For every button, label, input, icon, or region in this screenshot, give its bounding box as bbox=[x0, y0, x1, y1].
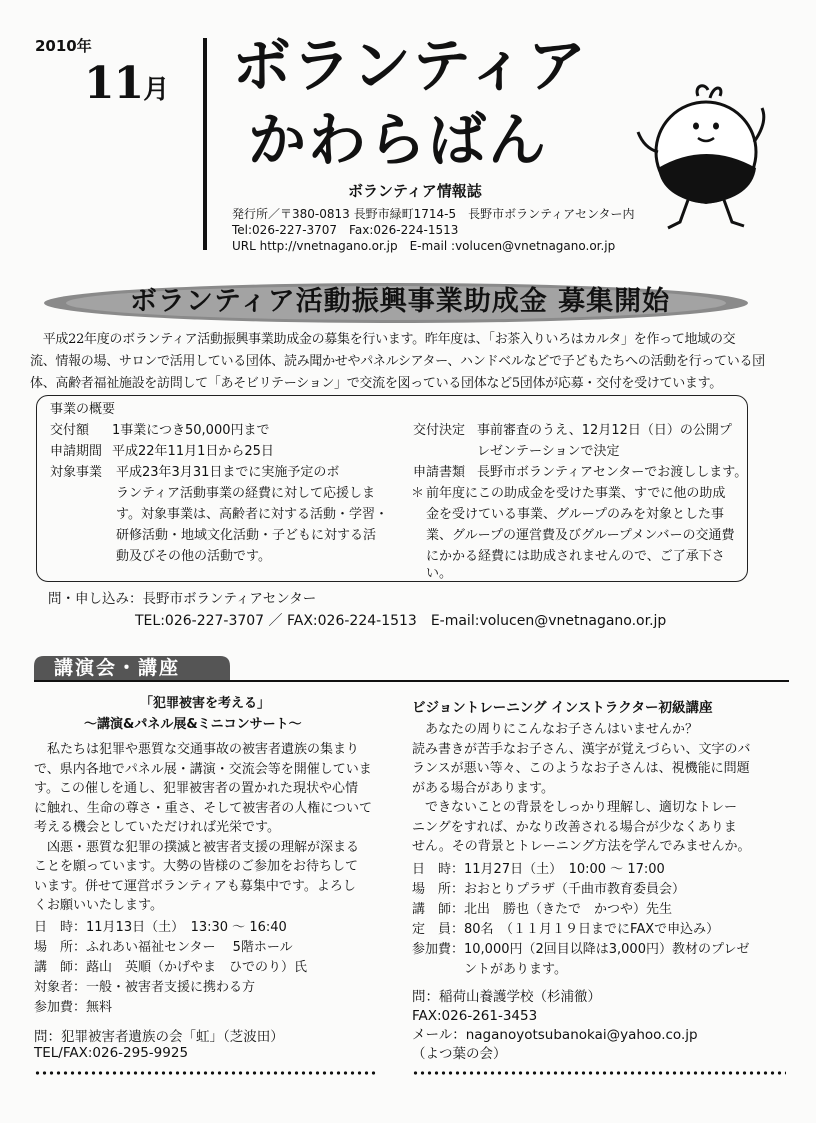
detail-line: 参加費：無料 bbox=[34, 1000, 113, 1015]
body-line: 考える機会としていただければ光栄です。 bbox=[34, 820, 280, 835]
summary-docs-label: 申請書類 bbox=[413, 465, 466, 480]
body-line: 私たちは犯罪や悪質な交通事故の被害者遺族の集まり bbox=[34, 742, 360, 757]
publisher-phone: Tel:026-227-3707 Fax:026-224-1513 bbox=[232, 223, 459, 237]
body-line: くお願いいたします。 bbox=[34, 898, 163, 913]
summary-target-line: 動及びその他の活動です。 bbox=[116, 549, 271, 564]
body-line: がある場合があります。 bbox=[412, 780, 554, 796]
body-line: す。この催しを通し、犯罪被害者の置かれた現状や心情 bbox=[34, 781, 358, 796]
right-event-details bbox=[412, 860, 749, 980]
summary-grant-label: 交付額 bbox=[50, 423, 90, 438]
summary-grant-value: 1事業につき50,000円まで bbox=[112, 423, 270, 438]
publisher-address: 発行所／〒380-0813 長野市緑町1714-5 長野市ボランティアセンター内 bbox=[232, 207, 635, 221]
body-line: で、県内各地でパネル展・講演・交流会等を開催していま bbox=[34, 761, 372, 777]
summary-decision-label: 交付決定 bbox=[413, 423, 466, 438]
banner-title: ボランティア活動振興事業助成金 募集開始 bbox=[129, 286, 671, 317]
summary-decision-line: 事前審査のうえ、12月12日（日）の公開プ bbox=[477, 423, 732, 438]
detail-line: 講 師：蕗山 英順（かげやま ひでのり）氏 bbox=[34, 960, 308, 975]
detail-line: ントがあります。 bbox=[412, 962, 567, 977]
summary-note-line: 金を受けている事業、グループのみを対象とした事 bbox=[426, 507, 724, 522]
body-line: ニングをすれば、かなり改善される場合が少なくありま bbox=[412, 819, 737, 835]
body-line: せん。その背景とトレーニング方法を学んでみませんか。 bbox=[412, 839, 751, 854]
issue-month bbox=[84, 58, 168, 109]
contact-line: メール：naganoyotsubanokai@yahoo.co.jp bbox=[412, 1027, 698, 1043]
detail-line: 日 時：11月27日（土） 10:00 ～ 17:00 bbox=[412, 862, 665, 877]
left-dotted-separator bbox=[34, 1070, 378, 1076]
summary-heading: 事業の概要 bbox=[50, 402, 116, 417]
summary-docs-value: 長野市ボランティアセンターでお渡しします。 bbox=[477, 465, 748, 480]
detail-line: 参加費：10,000円（2回目以降は3,000円）教材のプレゼ bbox=[412, 942, 750, 957]
left-event-details bbox=[34, 918, 307, 1018]
intro-line-1: 平成22年度のボランティア活動振興事業助成金の募集を行います。昨年度は、「お茶入りいろはカルタ」を作って地域の交 bbox=[30, 332, 736, 347]
contact-line-2: TEL:026-227-3707 ／ FAX:026-224-1513 E-mail:volucen@vnetnagano.or.jp bbox=[135, 613, 667, 629]
body-line: あなたの周りにこんなお子さんはいませんか？ bbox=[412, 722, 699, 737]
summary-note-line: い。 bbox=[426, 566, 453, 581]
summary-note-line: 前年度にこの助成金を受けた事業、すでに他の助成 bbox=[426, 486, 726, 501]
contact-line-1: 問・申し込み：長野市ボランティアセンター bbox=[48, 591, 317, 607]
body-line: に触れ、生命の尊さ・重さ、そして被害者の人権について bbox=[34, 800, 373, 816]
body-line: 凶悪・悪質な犯罪の撲滅と被害者支援の理解が深まる bbox=[34, 839, 360, 855]
detail-line: 日 時：11月13日（土） 13:30 ～ 16:40 bbox=[34, 920, 287, 935]
body-line: います。併せて運営ボランティアも募集中です。よろし bbox=[34, 878, 356, 894]
detail-line: 場 所：ふれあい福祉センター 5階ホール bbox=[34, 940, 293, 955]
issue-year: 2010年 bbox=[35, 37, 92, 55]
summary-target-line: ランティア活動事業の経費に対して応援しま bbox=[116, 486, 375, 501]
detail-line: 講 師：北出 勝也（きたで かつや）先生 bbox=[412, 902, 673, 917]
section-title: 講演会・講座 bbox=[54, 657, 181, 679]
detail-line: 場 所：おおとりプラザ（千曲市教育委員会） bbox=[412, 882, 686, 897]
right-event-body bbox=[412, 720, 751, 857]
detail-line: 対象者：一般・被害者支援に携わる方 bbox=[34, 980, 256, 995]
summary-period-label: 申請期間 bbox=[50, 444, 103, 459]
body-line: できないことの背景をしっかり理解し、適切なトレー bbox=[412, 800, 738, 815]
right-event-title: ビジョントレーニング インストラクター初級講座 bbox=[412, 700, 713, 716]
summary-grant-row bbox=[50, 420, 270, 441]
body-line: 読み書きが苦手なお子さん、漢字が覚えづらい、文字のバ bbox=[412, 741, 751, 757]
contact-line: 問：稲荷山養護学校（杉浦徹） bbox=[412, 989, 601, 1005]
summary-target-label: 対象事業 bbox=[50, 465, 103, 480]
summary-period-row bbox=[50, 441, 274, 462]
header-divider bbox=[203, 38, 207, 250]
publisher-web: URL http://vnetnagano.or.jp E-mail :volucen@vnetnagano.or.jp bbox=[232, 239, 616, 253]
left-event-body bbox=[34, 740, 372, 916]
left-event-title: 「犯罪被害を考える」 bbox=[140, 696, 271, 711]
right-dotted-separator bbox=[412, 1070, 786, 1076]
left-event-contact-name: 問：犯罪被害者遺族の会「虹」（芝波田） bbox=[34, 1029, 284, 1045]
intro-line-2: 流、情報の場、サロンで活用している団体、読み聞かせやパネルシアター、ハンドベルなどで子どもたちへの活動を行っている団 bbox=[30, 354, 765, 369]
summary-note-mark: ＊ bbox=[411, 486, 425, 501]
left-event-subtitle: ～講演&パネル展&ミニコンサート～ bbox=[84, 717, 302, 732]
body-line: ことを願っています。大勢の皆様のご参加をお待ちして bbox=[34, 859, 358, 874]
contact-line: FAX:026-261-3453 bbox=[412, 1008, 538, 1024]
issue-month-unit: 月 bbox=[143, 75, 169, 105]
summary-decision-line: レゼンテーションで決定 bbox=[477, 444, 620, 459]
summary-target-line: 研修活動・地域文化活動・子どもに対する活 bbox=[116, 528, 377, 543]
newsletter-title-line1: ボランティア bbox=[232, 31, 588, 100]
left-event-contact-phone: TEL/FAX:026-295-9925 bbox=[34, 1045, 189, 1061]
summary-note-line: にかかる経費には助成されませんので、ご了承下さ bbox=[426, 549, 725, 564]
newsletter-subtitle: ボランティア情報誌 bbox=[348, 182, 482, 200]
summary-target-line: す。対象事業は、高齢者に対する活動・学習・ bbox=[116, 507, 388, 522]
detail-line: 定 員：80名 （１１月１９日までにFAXで申込み） bbox=[412, 922, 720, 937]
summary-note-line: 業、グループの運営費及びグループメンバーの交通費 bbox=[426, 528, 735, 543]
summary-period-value: 平成22年11月1日から25日 bbox=[112, 444, 274, 459]
contact-line: （よつ葉の会） bbox=[412, 1046, 507, 1062]
right-event-contact bbox=[412, 988, 698, 1064]
intro-line-3: 体、高齢者福祉施設を訪問して「あそビリテーション」で交流を図っている団体など5団体が応募・交付を受けています。 bbox=[30, 376, 722, 391]
issue-month-number: 11 bbox=[84, 58, 144, 109]
newsletter-title-line2: かわらばん bbox=[248, 106, 549, 174]
body-line: ランスが悪い等々、このようなお子さんは、視機能に問題 bbox=[412, 761, 750, 776]
mascot-illustration bbox=[628, 82, 778, 242]
summary-target-line: 平成23年3月31日までに実施予定のボ bbox=[116, 465, 340, 480]
